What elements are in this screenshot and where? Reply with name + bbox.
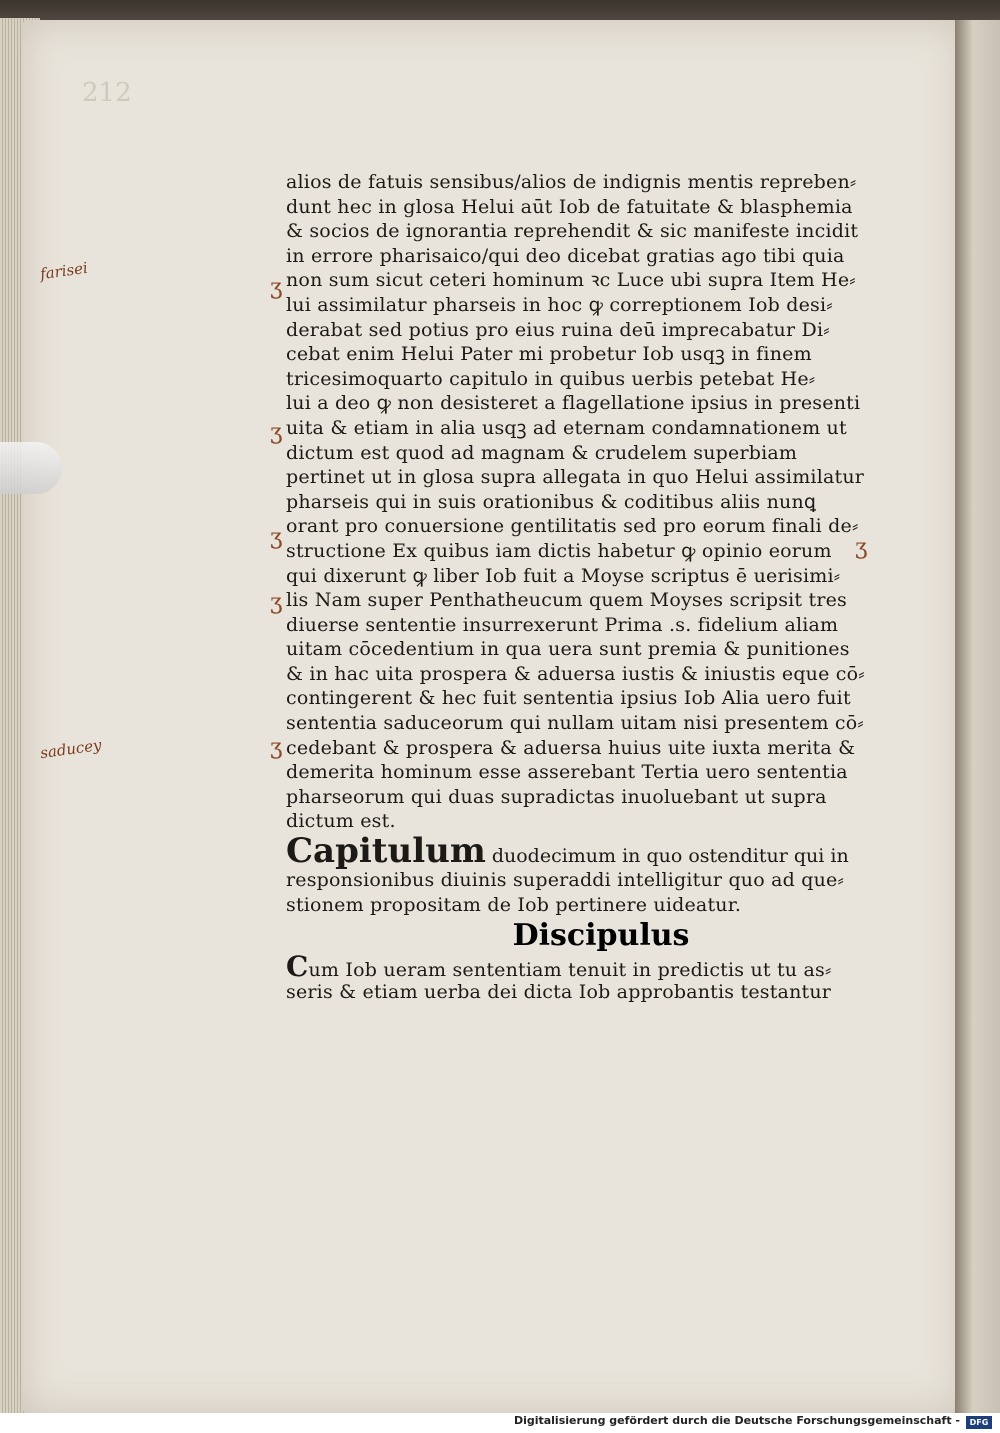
- book-gutter: [955, 20, 1000, 1413]
- margin-note-farisei: farisei: [38, 258, 89, 284]
- text-line: diuerse sententie insurrexerunt Prima .s. fidelium aliam: [286, 613, 839, 636]
- text-line: & in hac uita prospera & aduersa iustis & iniustis eque cō⸗: [286, 662, 865, 685]
- text-line: derabat sed potius pro eius ruina deū imprecabatur Di⸗: [286, 318, 830, 341]
- text-line: dictum est quod ad magnam & crudelem superbiam: [286, 441, 798, 464]
- chapter-heading: [286, 831, 856, 872]
- text-line: uita & etiam in alia usqꝫ ad eternam condamnationem ut: [286, 416, 847, 439]
- margin-mark: ʒ: [270, 735, 283, 760]
- main-text-block: [286, 170, 865, 1004]
- margin-note-saducey: saducey: [39, 735, 103, 763]
- text-line: tricesimoquarto capitulo in quibus uerbis petebat He⸗: [286, 367, 816, 390]
- text-line: lui a deo ꝙ non desisteret a flagellatione ipsius in presenti: [286, 392, 861, 415]
- text-line: pharseorum qui duas supradictas inuoluebant ut supra: [286, 785, 827, 808]
- initial-letter: C: [286, 950, 309, 984]
- text-line: dunt hec in glosa Helui aūt Iob de fatuitate & blasphemia: [286, 195, 853, 218]
- closing-line: seris & etiam uerba dei dicta Iob approbantis testantur: [286, 980, 832, 1003]
- margin-mark: ʒ: [855, 535, 868, 560]
- closing-line: [286, 950, 856, 984]
- margin-mark: ʒ: [270, 275, 283, 300]
- text-line: demerita hominum esse asserebant Tertia uero sententia: [286, 761, 848, 784]
- margin-mark: ʒ: [270, 420, 283, 445]
- margin-mark: ʒ: [270, 525, 283, 550]
- chapter-line: responsionibus diuinis superaddi intelligitur quo ad que⸗: [286, 869, 845, 892]
- closing-line-text: um Iob ueram sententiam tenuit in predictis ut tu as⸗: [308, 959, 832, 982]
- page-clip: [0, 442, 62, 494]
- footer-bar: [0, 1413, 1000, 1433]
- text-line: qui dixerunt ꝙ liber Iob fuit a Moyse scriptus ē uerisimi⸗: [286, 564, 841, 587]
- funding-credit: Digitalisierung gefördert durch die Deutsche Forschungsgemeinschaft -: [513, 1414, 960, 1427]
- text-line: sententia saduceorum qui nullam uitam nisi presentem cō⸗: [286, 712, 864, 735]
- text-line: lis Nam super Penthatheucum quem Moyses scripsit tres: [286, 589, 848, 612]
- text-line: structione Ex quibus iam dictis habetur ꝙ opinio eorum: [286, 539, 832, 562]
- text-line: alios de fatuis sensibus/alios de indignis mentis repreben⸗: [286, 171, 857, 193]
- text-line: uitam cōcedentium in qua uera sunt premia & punitiones: [286, 638, 850, 661]
- text-line: pertinet ut in glosa supra allegata in quo Helui assimilatur: [286, 466, 865, 489]
- text-line: & socios de ignorantia reprehendit & sic manifeste incidit: [286, 220, 859, 243]
- chapter-line: stionem propositam de Iob pertinere uideatur.: [286, 893, 742, 916]
- text-line: cebat enim Helui Pater mi probetur Iob usqꝫ in finem: [286, 343, 812, 366]
- discipulus-heading: Discipulus: [512, 918, 690, 954]
- text-line: in errore pharisaico/qui deo dicebat gratias ago tibi quia: [286, 244, 845, 267]
- chapter-heading-text: duodecimum in quo ostenditur qui in: [491, 845, 849, 868]
- text-line: cedebant & prospera & aduersa huius uite iuxta merita &: [286, 736, 856, 759]
- folio-number: 212: [82, 78, 132, 108]
- chapter-title-word: Capitulum: [286, 831, 486, 872]
- text-line: dictum est.: [286, 810, 396, 833]
- text-line: non sum sicut ceteri hominum ꝛc Luce ubi supra Item He⸗: [286, 269, 856, 292]
- text-line: orant pro conuersione gentilitatis sed pro eorum finali de⸗: [286, 515, 859, 538]
- text-line: contingerent & hec fuit sententia ipsius Iob Alia uero fuit: [286, 687, 851, 710]
- text-line: lui assimilatur pharseis in hoc ꝙ correptionem Iob desi⸗: [286, 293, 833, 316]
- text-line: pharseis qui in suis orationibus & coditibus aliis nunꝗ: [286, 490, 817, 513]
- margin-mark: ʒ: [270, 590, 283, 615]
- dfg-logo: DFG: [966, 1416, 992, 1429]
